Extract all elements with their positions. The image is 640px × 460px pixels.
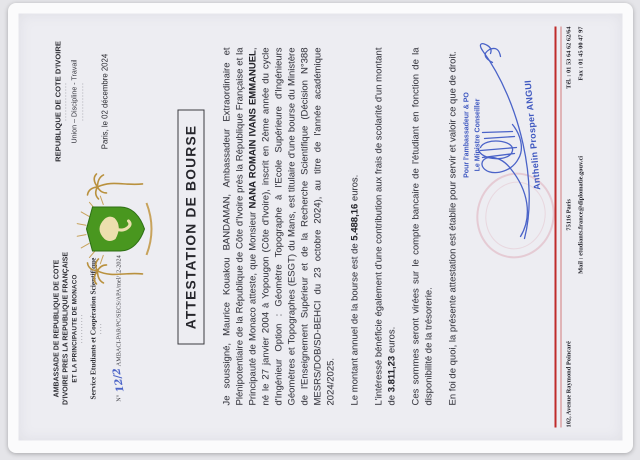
dateline: Paris, le 02 décembre 2024: [100, 53, 110, 149]
footer-fax: Fax : 01 45 00 47 97: [576, 26, 584, 80]
paragraph-1: [220, 47, 337, 405]
tuition-amount: 3.811,23: [386, 355, 397, 392]
paragraph-5: En foi de quoi, la présente attestation est établie pour servir et valoir ce que de droit.: [447, 50, 458, 405]
footer-tel: Tél. : 01 53 64 62 62/64: [565, 26, 572, 89]
embassy-divider2: ····: [98, 322, 105, 334]
footer-mail: Mail : etudiants.france@diplomatie.gouv.ci: [576, 155, 584, 274]
ref-prefix: N°: [115, 394, 123, 402]
student-name: NANA ROMAIN IVANS EMMANUEL: [247, 49, 258, 208]
embassy-line2: D'IVOIRE PRES LA REPUBLIQUE FRANÇAISE: [62, 251, 70, 405]
paragraph-2: [348, 47, 361, 405]
document-title: ATTESTATION DE BOURSE: [177, 109, 204, 344]
footer-city: 75116 Paris: [565, 198, 572, 231]
embassy-line3: ET LA PRINCIPAUTE DE MONACO: [70, 273, 78, 383]
ref-handwritten-number: 12/2: [111, 366, 127, 393]
annual-amount: 5.488,16: [349, 203, 360, 241]
coat-of-arms-icon: [70, 168, 158, 290]
footer-address: 102, Avenue Raymond Poincaré: [565, 340, 572, 427]
attestation-document: [18, 13, 622, 440]
footer-address-col: [563, 340, 586, 427]
body-text: [220, 47, 470, 405]
p1-text-c: , né le 27 janvier 2004 à Yopougon (Côte d'Ivoire), inscrit en 2ème année du cycle d'Ingénieur Option : Géomètre Topographe à l'Ecole Supérieure d'Ingénieurs Géomètres et Topographes (ESGT) du Mans, est titulaire d'une bourse du Ministère de l'Enseignement Supérieur et de la Recherche Scientifique (Décision N°388 MESRS/DOB/SD-BEHCI du 23 octobre 2024), au titre de l'année académique 2024/2025.: [247, 46, 336, 405]
p3-text-c: euros.: [386, 326, 397, 356]
signature-role-2: Le Ministre Conseiller: [473, 98, 481, 171]
republic-divider1: ·············: [63, 81, 70, 121]
republic-divider2: ·············: [80, 81, 87, 121]
footer-center-col: [563, 155, 586, 273]
republic-motto: Union – Discipline - Travail: [70, 59, 79, 143]
signature-role-1: Pour l'ambassadeur & PO: [463, 91, 470, 178]
embassy-divider: ··········: [79, 313, 86, 343]
republic-country: REPUBLIQUE DE COTE D'IVOIRE: [53, 40, 62, 162]
footer-contact-col: [563, 26, 586, 88]
title-row: [177, 13, 204, 440]
p1-text-a: Je soussigné, Maurice Kouakou BANDAMAN, Ambassadeur Extraordinaire et Plénipotentiaire de la République de Côte d'Ivoire près la République Française et la Principauté de Monaco atteste, que Monsieur: [221, 47, 258, 405]
ref-code: AMBACI-PAR/PC/SECS/APA/mel/12-2024: [115, 254, 123, 366]
republic-block: [52, 25, 125, 177]
scanned-attestation: [18, 13, 622, 440]
embassy-line1: AMBASSADE DE REPUBLIQUE DE COTE: [53, 259, 60, 397]
embassy-service: Service Etudiants et Coopération Scientifique: [88, 257, 98, 399]
p2-text-a: Le montant annuel de la bourse est de: [349, 240, 360, 405]
signature-block: [462, 27, 542, 242]
footer-red-rule: [554, 26, 561, 427]
p3-text-a: L'intéressé bénéficie également d'une contribution aux frais de scolarité d'un montant de: [373, 47, 397, 405]
footer: [563, 26, 586, 427]
p2-text-c: euros.: [349, 174, 360, 204]
signatory-name: Anthelin Prosper ANGUI: [522, 79, 542, 190]
paragraph-4: Ces sommes seront virées sur le compte bancaire de l'étudiant en fonction de la disponibilité de la trésorerie.: [410, 47, 434, 405]
document-page: [8, 3, 633, 453]
paragraph-3: [372, 47, 398, 405]
